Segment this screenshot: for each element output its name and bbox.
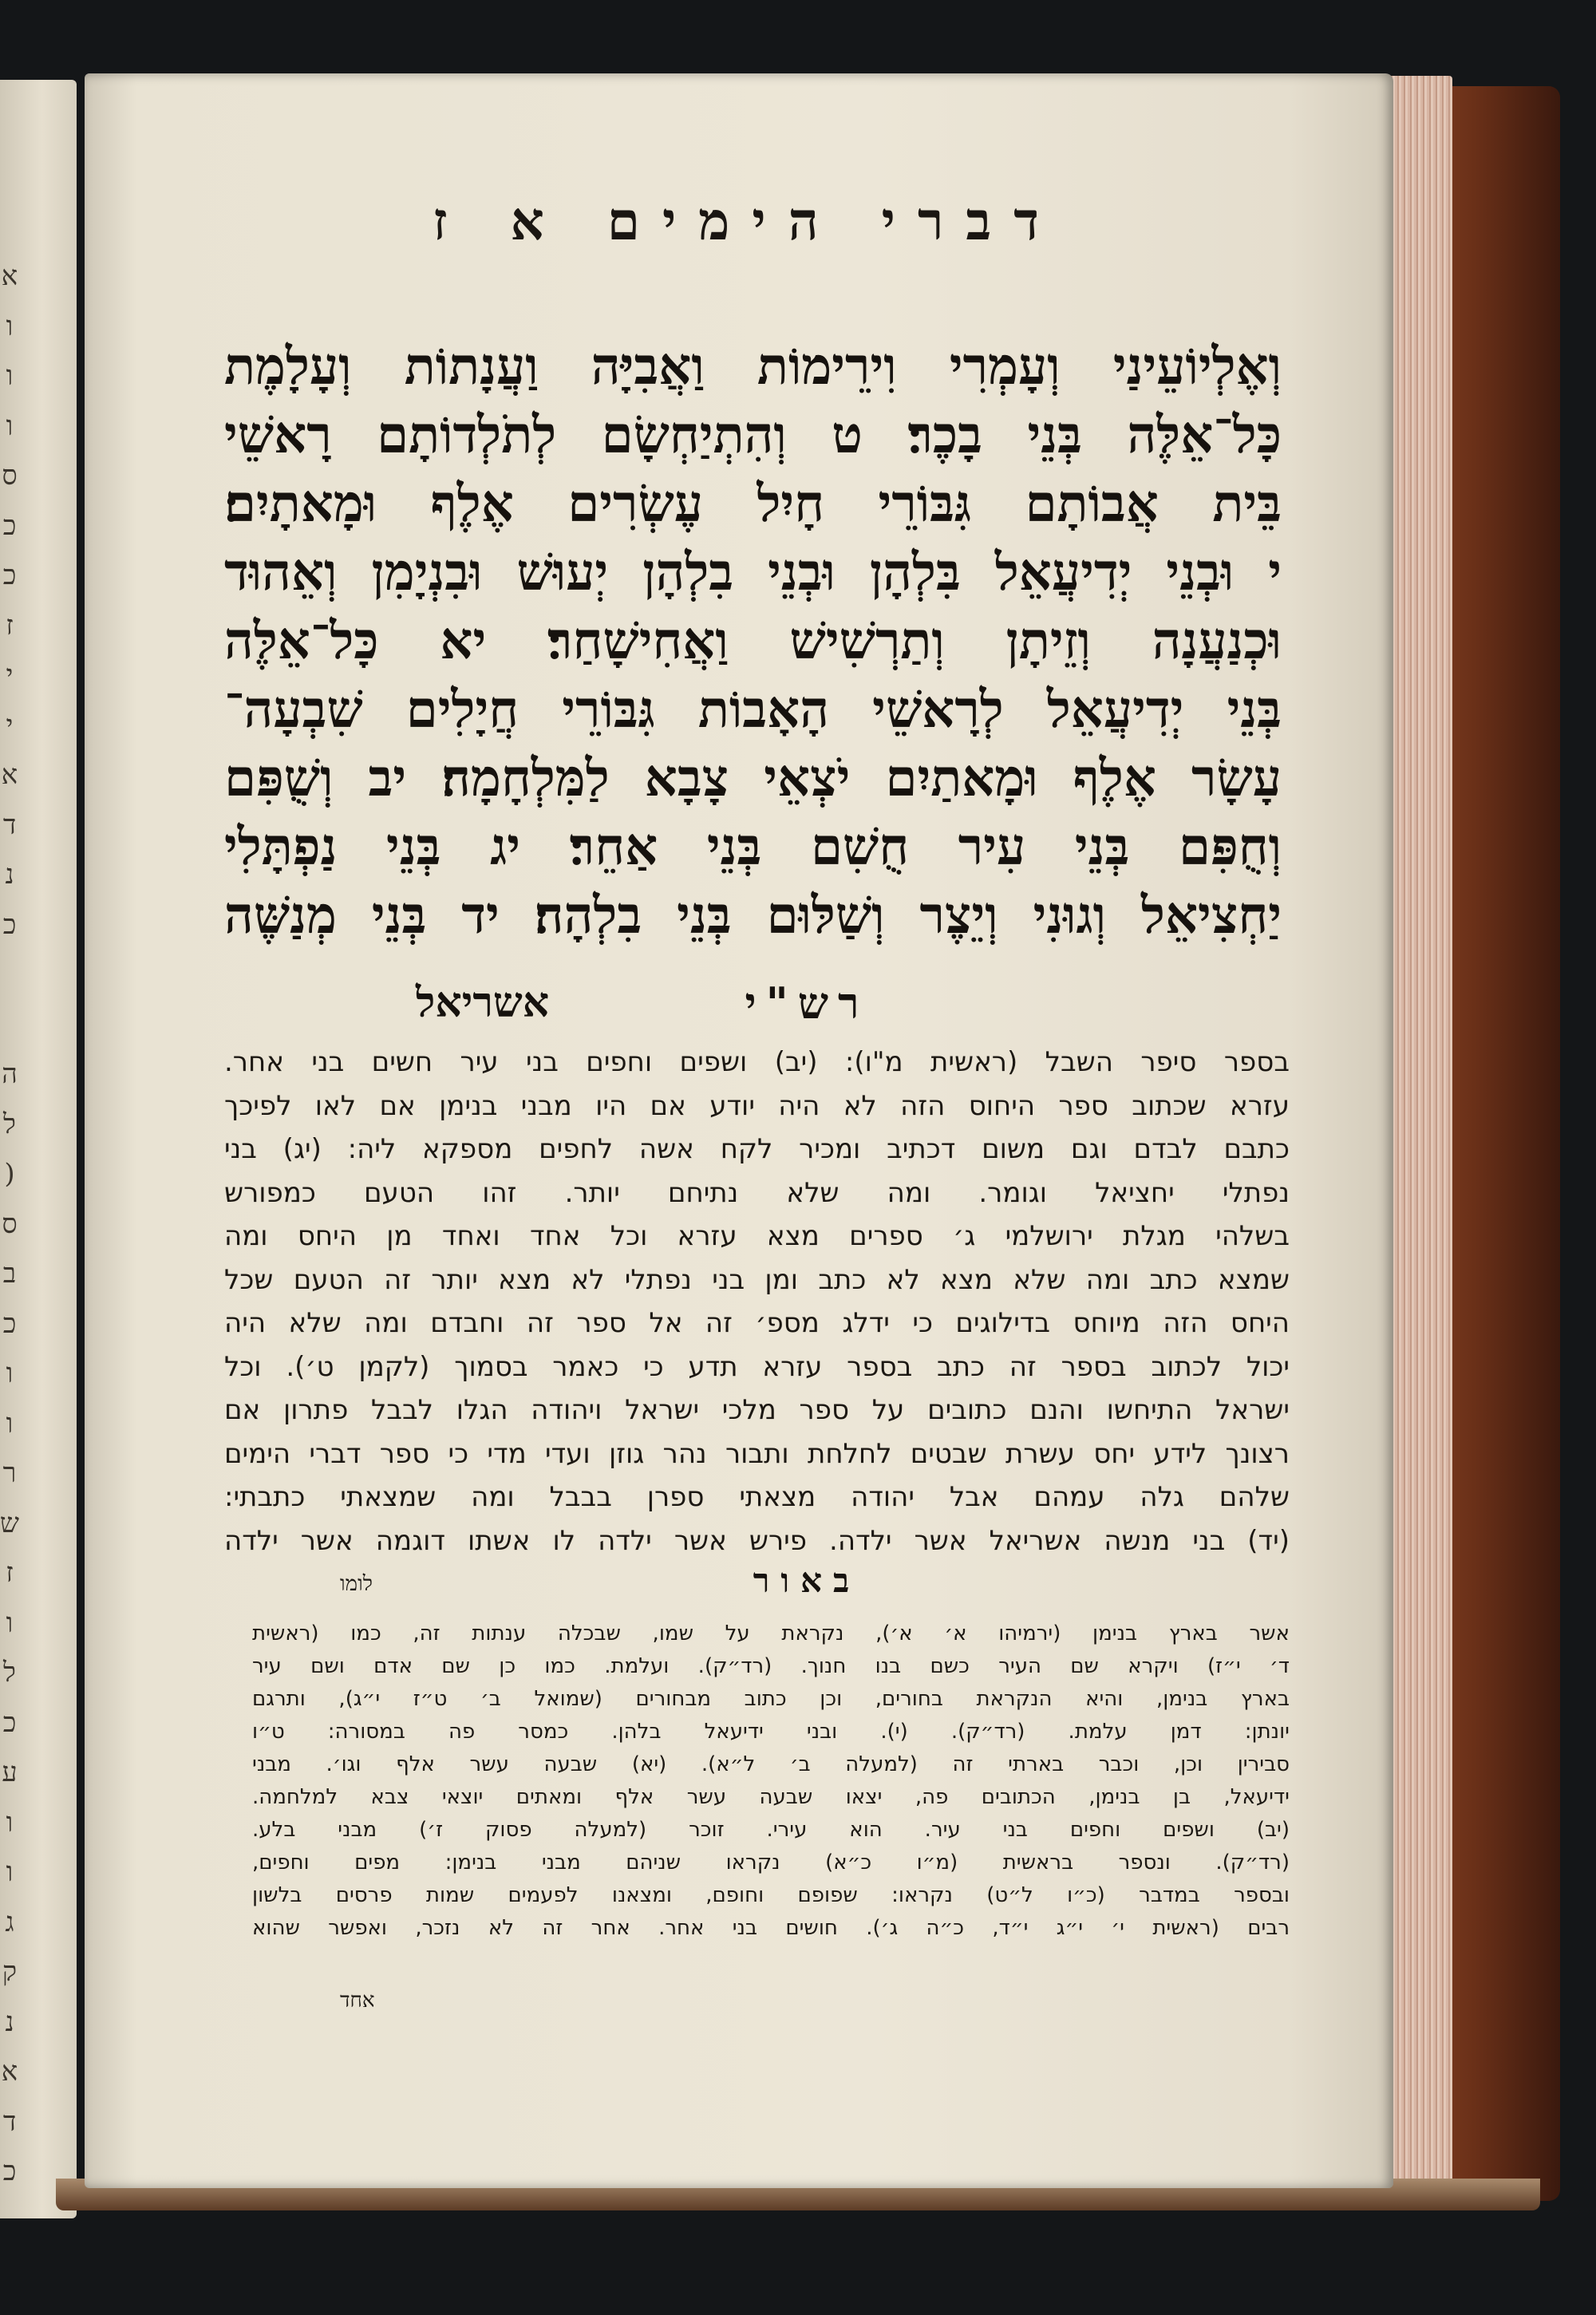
beur-line: בארץ בנימן, והיא הנקראת בחורים, וכן כתוב מבחורים (שמואל ב׳ ט״ז י״ג), ותרגם bbox=[252, 1687, 1290, 1711]
left-page-letter: י bbox=[6, 659, 14, 691]
beur-commentary bbox=[252, 1618, 1290, 1945]
left-page-letter: ו bbox=[6, 1357, 14, 1389]
catchword-main: אשריאל bbox=[416, 978, 550, 1027]
left-page-edge bbox=[0, 80, 77, 2218]
beur-line: ובספר במדבר (כ״ו ל״ט) נקראו: שפופם וחופם, ומצאנו לפעמים שמות פרסים בלשון bbox=[252, 1883, 1290, 1907]
left-page-letter: ו bbox=[6, 310, 14, 342]
left-page-letter: כ bbox=[2, 509, 17, 542]
rashi-line: כתבם לבדם וגם משום דכתיב ומכיר לקח אשה לחפים מספקא ליה: (יג) בני bbox=[224, 1133, 1290, 1165]
left-page-letter: ד bbox=[2, 2105, 17, 2138]
left-page-letter: כ bbox=[2, 908, 17, 941]
left-page-letter: א bbox=[1, 759, 18, 791]
main-text-line: וְחֻפִּם בְּנֵי עִיר חֻשִׁם בְּנֵי אַחֵר׃ יג בְּנֵי נַפְתָּלִי bbox=[224, 817, 1282, 877]
beur-line: סבירין וכן, וכבר בארתי זה (למעלה ב׳ ל״א). (יא) שבעה עשר אלף וגו׳. מבני bbox=[252, 1752, 1290, 1776]
left-page-letter: כ bbox=[2, 1307, 17, 1340]
main-text-line: בֵּית אֲבוֹתָם גִּבּוֹרֵי חָיִל עֶשְׂרִים אֶלֶף וּמָאתָיִם׃ bbox=[224, 474, 1282, 534]
left-page-letter: כ bbox=[2, 2155, 17, 2187]
left-page-letter: נ bbox=[5, 2005, 14, 2038]
left-page-letter: ו bbox=[6, 1856, 14, 1888]
beur-line: רבים (ראשית י׳ י״ג י״ד, כ״ה ג׳). חושים בני אחר. אחר זה לא נזכר, ואפשר שהוא bbox=[252, 1916, 1290, 1940]
rashi-line: עזרא שכתוב ספר היחוס הזה לא היה יודע אם היו מבני בנימן אם לאו לפיכך bbox=[224, 1089, 1290, 1122]
rashi-line: יכול לכתוב בספר זה כתב בספר עזרא תדע כי כאמר בסמוך (לקמן ט׳). וכל bbox=[224, 1350, 1290, 1383]
section-label-beur: באור bbox=[753, 1561, 861, 1600]
left-page-letter: ו bbox=[6, 409, 14, 442]
left-page-letter: ס bbox=[2, 1207, 18, 1240]
rashi-line: בספר סיפר השבל (ראשית מ"ו): (יב) ושפים וחפים בני עיר חשים בני אחר. bbox=[224, 1046, 1290, 1078]
left-page-letter: ( bbox=[4, 1158, 15, 1190]
rashi-line: שמצא כתב ומה שלא מצא לא כתב ומן בני נפתלי לא מצא יותר זה הטעם שכל bbox=[224, 1263, 1290, 1296]
main-text-line: בְּנֵי יְדִיעֲאֵל לְרָאשֵׁי הָאָבוֹת גִּבּוֹרֵי חֲיָלִים שִׁבְעָה־ bbox=[224, 680, 1282, 740]
beur-line: אשר בארץ בנימן (ירמיהו א׳ א׳), נקראת על שמו, שבכלה ענתות זה, כמו (ראשית bbox=[252, 1622, 1290, 1645]
left-page-letter: ו bbox=[6, 1806, 14, 1839]
main-text-block bbox=[224, 333, 1282, 950]
left-page-letter: י bbox=[6, 709, 14, 741]
left-page-letter: ס bbox=[2, 460, 18, 492]
left-page-letter: ע bbox=[2, 1756, 18, 1788]
left-page-letter: ל bbox=[3, 1657, 16, 1689]
commentary-heading-row bbox=[224, 971, 1290, 1035]
main-text-line: וְאֶלְיוֹעֵינַי וְעָמְרִי וִירֵימוֹת וַאֲבִיָּה וַעֲנָתוֹת וְעָלָמֶת bbox=[224, 337, 1282, 397]
beur-heading-row bbox=[224, 1558, 1290, 1604]
main-text-line: יַחְצִיאֵל וְגוּנִי וְיֵצֶר וְשַׁלּוּם בְּנֵי בִלְהָה׃ יד בְּנֵי מְנַשֶּׁה bbox=[224, 886, 1282, 946]
beur-line: ידיעאל, בן בנימן, הכתובים פה, יצאו שבעה עשר אלף ומאתים יוצאי צבא למלחמה. bbox=[252, 1785, 1290, 1809]
left-page-letter: ג bbox=[5, 1906, 14, 1938]
beur-line: (יב) ושפים וחפים בני עיר. הוא עירי. זוכר (למעלה פסוק ז׳) מבני בלע. bbox=[252, 1818, 1290, 1842]
left-page-letter: ד bbox=[2, 808, 17, 841]
left-page-letter: ב bbox=[2, 1258, 17, 1290]
left-page-letter: ק bbox=[2, 1956, 18, 1988]
left-page-letter: ו bbox=[6, 1606, 14, 1639]
main-text-line: עָשָׂר אֶלֶף וּמָאתַיִם יֹצְאֵי צָבָא לַמִּלְחָמָה׃ יב וְשֻׁפִּם bbox=[224, 749, 1282, 808]
left-page-letter: ו bbox=[6, 360, 14, 392]
left-page-letter: ש bbox=[0, 1507, 19, 1539]
left-page-letter: כ bbox=[2, 1706, 17, 1739]
main-text-line: וּכְנַעֲנָה וְזֵיתָן וְתַרְשִׁישׁ וַאֲחִישָׁחַר׃ יא כָּל־אֵלֶּה bbox=[224, 611, 1282, 671]
book-page bbox=[85, 73, 1393, 2188]
left-page-letter: א bbox=[1, 260, 18, 292]
left-page-letter bbox=[0, 1000, 19, 1050]
rashi-line: שלהם גלה עמהם אבל יהודה מצאתי ספרן בבבל ומה שמצאתי כתבתי: bbox=[224, 1481, 1290, 1513]
beur-catchword: לומו bbox=[340, 1572, 373, 1596]
left-page-letter: ר bbox=[2, 1457, 17, 1489]
rashi-line: (יד) בני מנשה אשריאל אשר ילדה. פירש אשר ילדה לו אשתו דוגמה אשר ילדה bbox=[224, 1524, 1290, 1557]
left-page-letter: כ bbox=[2, 559, 17, 591]
rashi-line: בשלהי מגלת ירושלמי ג׳ ספרים מצא עזרא וכל אחד ואחד מן היחס ומה bbox=[224, 1220, 1290, 1252]
rashi-line: היחס הזה מיוחס בדילוגים כי ידלג מספ׳ זה אל ספר זה וחבדם ומה שלא היה bbox=[224, 1307, 1290, 1339]
running-head: דברי הימים א ז bbox=[433, 190, 1061, 252]
main-text-line: י וּבְנֵי יְדִיעֲאֵל בִּלְהָן וּבְנֵי בִלְהָן יְעוּשׁ וּבִנְיָמִן וְאֵהוּד bbox=[224, 543, 1282, 602]
main-text-line: כָּל־אֵלֶּה בְּנֵי בָכֶר׃ ט וְהִתְיַחְשָׂם לְתֹלְדוֹתָם רָאשֵׁי bbox=[224, 405, 1282, 465]
beur-line: ד׳ י״ז) ויקרא שם העיר כשם בנו חנוך. (רד״ק). ועלמת. כמו כן שם אדם ושם עיר bbox=[252, 1654, 1290, 1678]
left-page-letter: ו bbox=[6, 1407, 14, 1440]
section-label-rashi: רש"י bbox=[745, 978, 869, 1029]
left-page-letter: ז bbox=[6, 609, 14, 642]
left-page-letter: ל bbox=[3, 1108, 16, 1140]
rashi-commentary bbox=[224, 1041, 1290, 1562]
rashi-line: נפתלי יחציאל וגומר. ומה שלא נתיחם יותר. זהו הטעם כמפורש bbox=[224, 1176, 1290, 1209]
left-page-letter: נ bbox=[5, 859, 14, 891]
left-page-letter: ה bbox=[2, 1058, 18, 1090]
beur-line: (רד״ק). ונספר בראשית (מ״ו כ״א) נקראו שניהם מבני בנימן: מפים וחפים, bbox=[252, 1851, 1290, 1875]
left-page-letter: ז bbox=[6, 1557, 14, 1589]
beur-line: יונתן: דמן עלמת. (רד״ק). (י). ובני ידיעאל בלהן. כמסר פה במסורה: ט״ו bbox=[252, 1720, 1290, 1744]
left-page-letter bbox=[0, 950, 19, 1000]
rashi-line: ישראל התיחשו והנם כתובים על ספר מלכי ישראל ויהודה הגלו לבבל פתרון אם bbox=[224, 1394, 1290, 1426]
left-page-letter: א bbox=[1, 2056, 18, 2088]
rashi-line: רצונך לידע יחס עשרת שבטים לחלחת ותבור נהר גוזן ועדי מדי כי ספר דברי הימים bbox=[224, 1437, 1290, 1470]
left-page-letters bbox=[0, 251, 19, 2197]
bottom-catchword: אחד bbox=[340, 1989, 375, 2013]
